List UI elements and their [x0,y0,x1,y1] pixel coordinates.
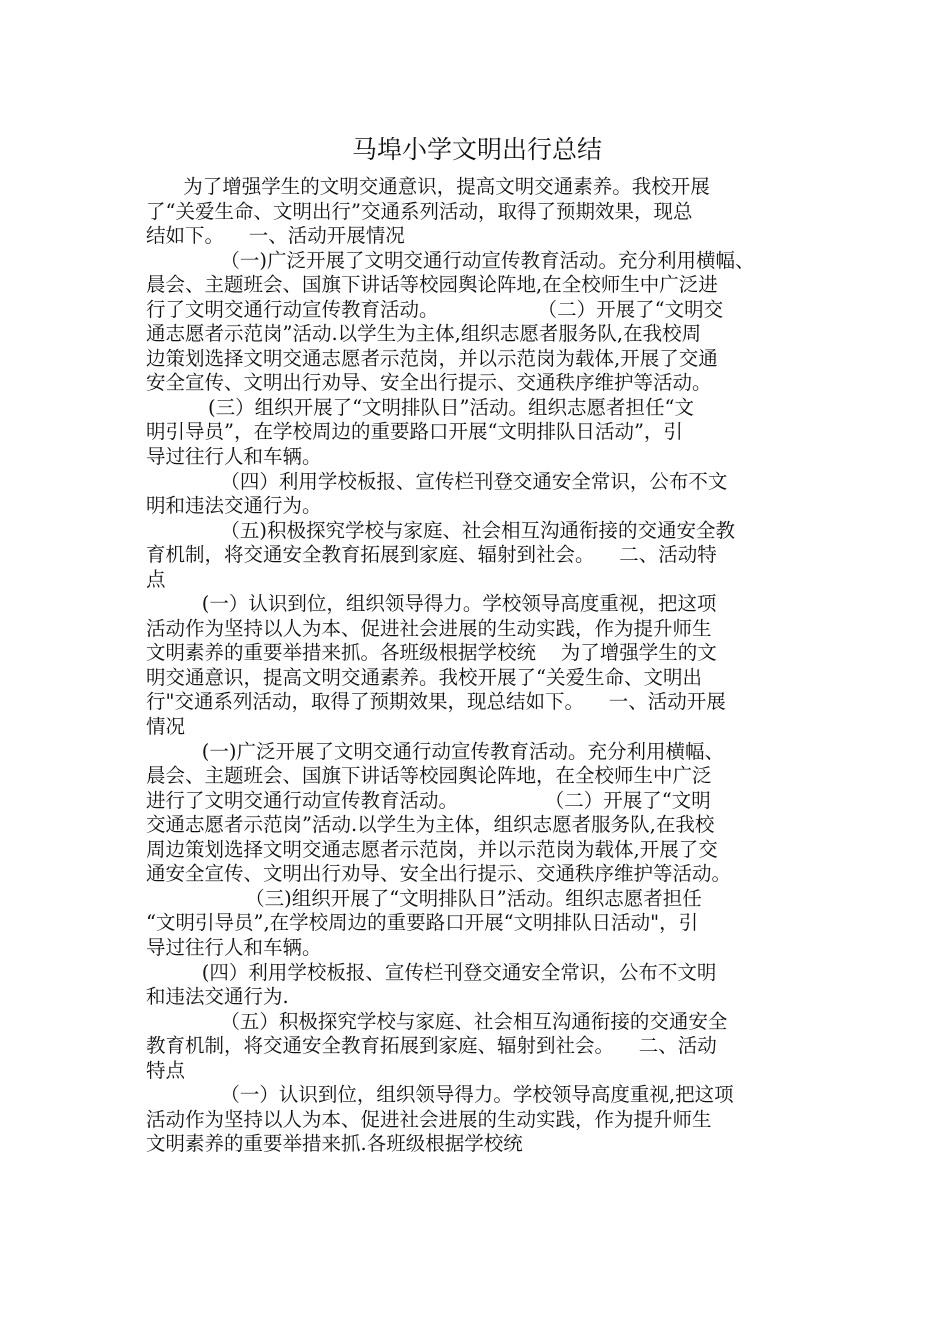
document-body [146,175,808,1157]
body-line: 周边策划选择文明交通志愿者示范岗，并以示范岗为载体,开展了交 [146,837,718,861]
body-line: 情况 [146,715,186,739]
body-line: 晨会、主题班会、国旗下讲话等校园舆论阵地，在全校师生中广泛 [146,764,712,788]
body-line: 育机制，将交通安全教育拓展到家庭、辐射到社会。 二、活动特 [146,543,717,567]
body-line: （三)组织开展了“文明排队日”活动。组织志愿者担任 [146,886,702,910]
body-line: (一)广泛开展了文明交通行动宣传教育活动。充分利用横幅、 [146,739,725,763]
body-line: (一）认识到位，组织领导得力。学校领导高度重视，把这项 [146,592,717,616]
body-line: 通安全宣传、文明出行劝导、安全出行提示、交通秩序维护等活动。 [146,862,732,886]
body-line: 明和违法交通行为。 [146,494,322,518]
body-line: （四）利用学校板报、宣传栏刊登交通安全常识，公布不文 [146,469,728,493]
body-line: (四）利用学校板报、宣传栏刊登交通安全常识，公布不文明 [146,960,717,984]
body-line: 导过往行人和车辆。 [146,445,322,469]
body-line: 教育机制，将交通安全教育拓展到家庭、辐射到社会。 二、活动 [146,1034,717,1058]
body-line: 边策划选择文明交通志愿者示范岗，并以示范岗为载体,开展了交通 [146,346,718,370]
body-line: （五）积极探究学校与家庭、社会相互沟通衔接的交通安全 [146,1009,728,1033]
body-line: 导过往行人和车辆。 [146,935,322,959]
body-line: 文明素养的重要举措来抓.各班级根据学校统 [146,1132,523,1156]
body-line: 了“关爱生命、文明出行”交通系列活动，取得了预期效果，现总 [146,199,693,223]
body-line: “文明引导员”,在学校周边的重要路口开展“文明排队日活动"，引 [146,911,699,935]
body-line: （一）认识到位，组织领导得力。学校领导高度重视,把这项 [146,1083,734,1107]
body-line: 特点 [146,1058,186,1082]
body-line: 行了文明交通行动宣传教育活动。 （二）开展了“文明交 [146,297,724,321]
body-line: 交通志愿者示范岗”活动.以学生为主体，组织志愿者服务队,在我校 [146,813,715,837]
body-line: 明引导员”，在学校周边的重要路口开展“文明排队日活动”，引 [146,420,683,444]
body-line: 文明素养的重要举措来抓。各班级根据学校统 为了增强学生的文 [146,641,717,665]
body-line: 安全宣传、文明出行劝导、安全出行提示、交通秩序维护等活动。 [146,371,712,395]
body-line: 结如下。 一、活动开展情况 [146,224,405,248]
body-line: 通志愿者示范岗”活动.以学生为主体,组织志愿者服务队,在我校周 [146,322,702,346]
body-line: 晨会、主题班会、国旗下讲话等校园舆论阵地,在全校师生中广泛进 [146,273,718,297]
body-line: 和违法交通行为. [146,985,289,1009]
body-line: （一)广泛开展了文明交通行动宣传教育活动。充分利用横幅、 [146,248,755,272]
body-line: 明交通意识，提高文明交通素养。我校开展了“关爱生命、文明出 [146,665,702,689]
body-line: 进行了文明交通行动宣传教育活动。 （二）开展了“文明 [146,788,711,812]
body-line: 行"交通系列活动，取得了预期效果，现总结如下。 一、活动开展 [146,690,726,714]
body-line: 活动作为坚持以人为本、促进社会进展的生动实践，作为提升师生 [146,616,712,640]
document-page [146,0,808,1344]
body-line: 为了增强学生的文明交通意识，提高文明交通素养。我校开展 [146,175,710,198]
body-line: （五)积极探究学校与家庭、社会相互沟通衔接的交通安全教 [146,518,735,542]
body-line: (三）组织开展了“文明排队日”活动。组织志愿者担任“文 [146,395,694,419]
body-line: 点 [146,567,166,591]
body-line: 活动作为坚持以人为本、促进社会进展的生动实践，作为提升师生 [146,1107,712,1131]
document-title: 马埠小学文明出行总结 [351,135,602,164]
